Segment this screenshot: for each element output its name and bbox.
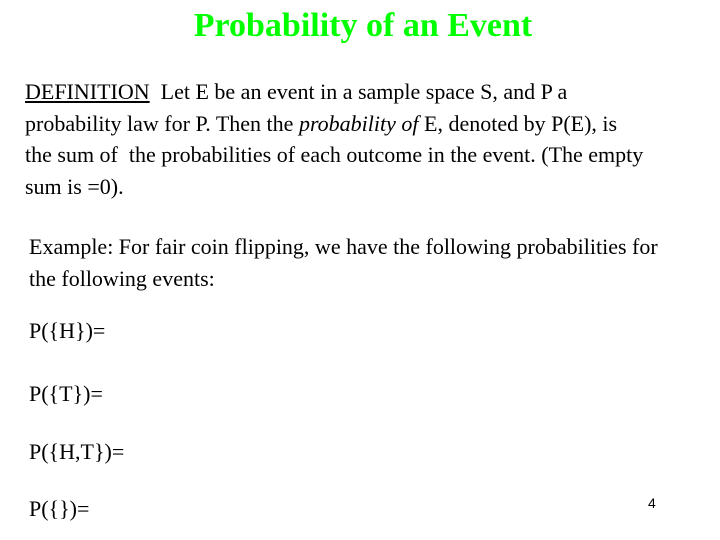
definition-term: DEFINITION	[25, 79, 150, 104]
event-probability-empty-set: P({})=	[29, 496, 90, 521]
definition-line-2-after: E, denoted by P(E), is	[418, 110, 618, 136]
definition-line-1	[25, 76, 715, 108]
event-probability-heads-or-tails: P({H,T})=	[29, 439, 125, 464]
event-probability-heads: P({H})=	[29, 318, 106, 343]
definition-line-3: the sum of the probabilities of each outcome in the event. (The empty	[25, 142, 644, 167]
definition-line-4: sum is =0).	[25, 173, 124, 199]
slide-title: Probability of an Event	[193, 7, 533, 44]
page-number: 4	[648, 495, 656, 511]
event-probability-tails: P({T})=	[29, 381, 103, 406]
example-line-2: the following events:	[29, 265, 215, 291]
definition-paragraph	[25, 76, 715, 202]
probability-of-emphasis: probability of	[298, 110, 419, 136]
example-paragraph	[29, 231, 719, 294]
definition-line-1-text: Let E be an event in a sample space S, and P a	[149, 79, 568, 104]
example-line-1: Example: For fair coin flipping, we have the following probabilities for	[29, 234, 658, 259]
definition-line-2-before: probability law for P. Then the	[25, 110, 299, 136]
definition-line-2	[25, 108, 715, 140]
